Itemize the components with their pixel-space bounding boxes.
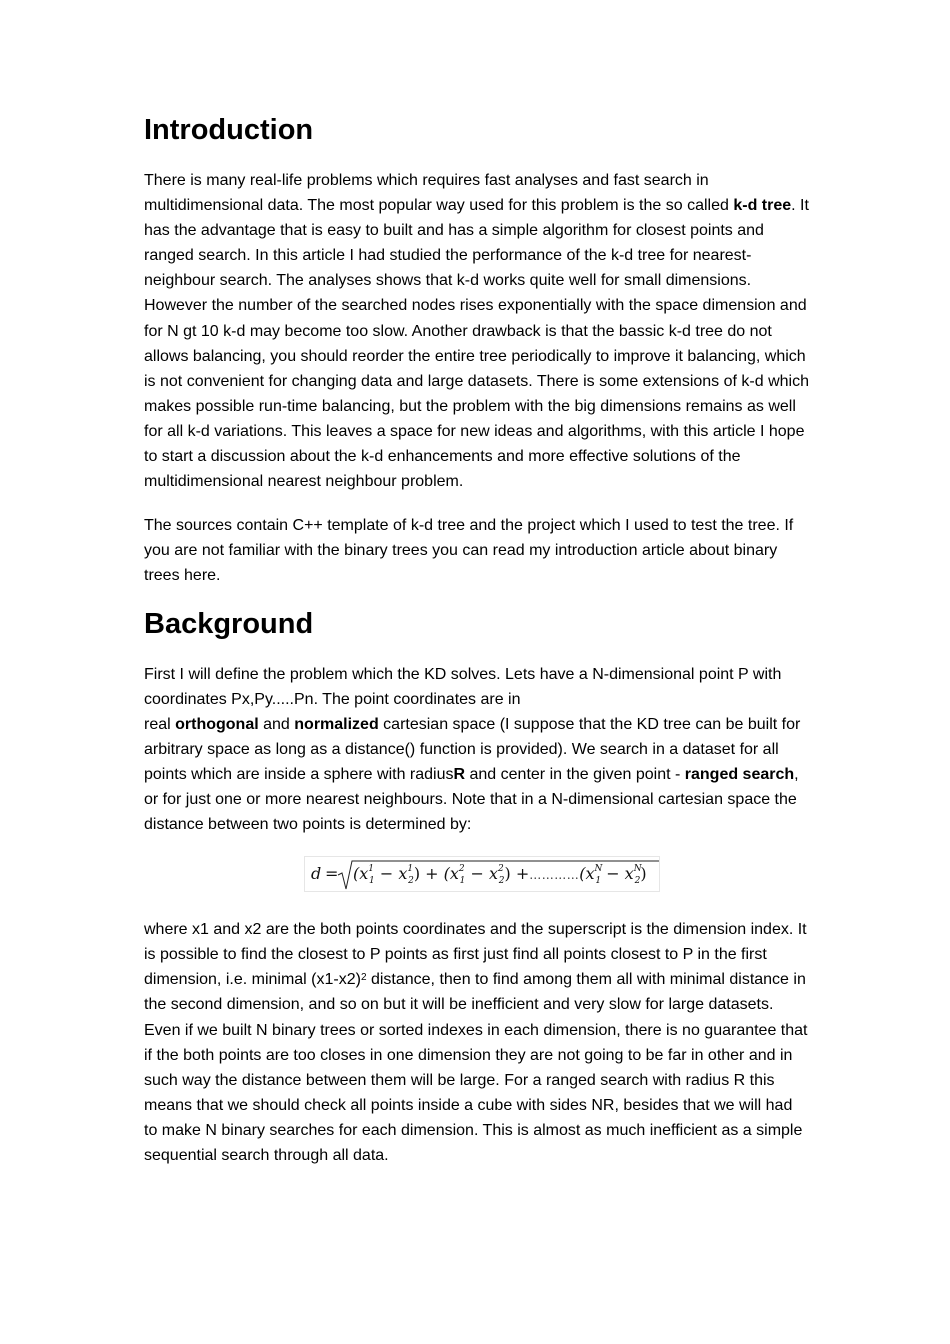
formula-d: d	[311, 864, 322, 884]
distance-formula	[304, 856, 660, 892]
orthogonal-term: orthogonal	[175, 715, 259, 733]
formula-term-1: $(x^1_1 - x^1_2) + (x^2_1 - x^2_2)$ $+\dots\dots\dots\dots(x^N_1 - x^N_2)$	[353, 864, 647, 887]
section-heading-background: Background	[144, 607, 314, 640]
article	[144, 111, 810, 1187]
superscript-2: 2	[360, 972, 367, 984]
kd-tree-term: k-d tree	[733, 197, 792, 215]
radius-term: R	[453, 765, 466, 783]
section-heading-introduction: Introduction	[144, 114, 314, 146]
distance-formula-container	[144, 856, 810, 892]
formula-equals: =	[325, 864, 339, 884]
ranged-search-term: ranged search	[684, 765, 795, 783]
intro-paragraph-2: The sources contain C++ template of k-d tree and the project which I used to test the tree. If you are not familiar with the binary trees you can read my introduction article about binary trees here.	[144, 517, 794, 585]
background-paragraph-1: First I will define the problem which the KD solves. Lets have a N-dimensional point P with coordinates Px,Py.....Pn. The point coordinates are in real orthogonal and normalized cartesian space (I suppose that the KD tree can be built for arbitrary space as long as a distance() function is provided). We search in a dataset for all points which are inside a sphere with radiusR and center in the given point - ranged search, or for just one or more nearest neighbours. Note that in a N-dimensional cartesian space the distance between two points is determined by:	[144, 665, 801, 834]
normalized-term: normalized	[294, 715, 379, 733]
background-paragraph-2: where x1 and x2 are the both points coordinates and the superscript is the dimension index. It is possible to find the closest to P points as first just find all points closest to P in the first dimension, i.e. minimal $(x1-x2)^2$ distance, then to find among them all with minimal distance in the second dimension, and so on but it will be inefficient and very slow for large datasets. Even if we built N binary trees or sorted indexes in each dimension, there is no guarantee that if the both points are too closes in one dimension they are not going to be far in other and in such way the distance between them will be large. For a ranged search with radius R this means that we should check all points inside a cube with sides NR, besides that we will had to make N binary searches for each dimension. This is almost as much inefficient as a simple sequential search through all data.	[144, 921, 808, 1164]
intro-paragraph-1: There is many real-life problems which requires fast analyses and fast search in multidimensional data. The most popular way used for this problem is the so called k-d tree. It has the advantage that is easy to built and has a simple algorithm for closest points and ranged search. In this article I had studied the performance of the k-d tree for nearest-neighbour search. The analyses shows that k-d works quite well for small dimensions. However the number of the searched nodes rises exponentially with the space dimension and for N gt 10 k-d may become too slow. Another drawback is that the bassic k-d tree do not allows balancing, you should reorder the entire tree periodically to improve it balancing, which is not convenient for changing data and large datasets. There is some extensions of k-d which makes possible run-time balancing, but the problem with the big dimensions remains as well for all k-d variations. This leaves a space for new ideas and algorithms, with this article I hope to start a discussion about the k-d enhancements and more effective solutions of the multidimensional nearest neighbour problem.	[144, 172, 809, 491]
